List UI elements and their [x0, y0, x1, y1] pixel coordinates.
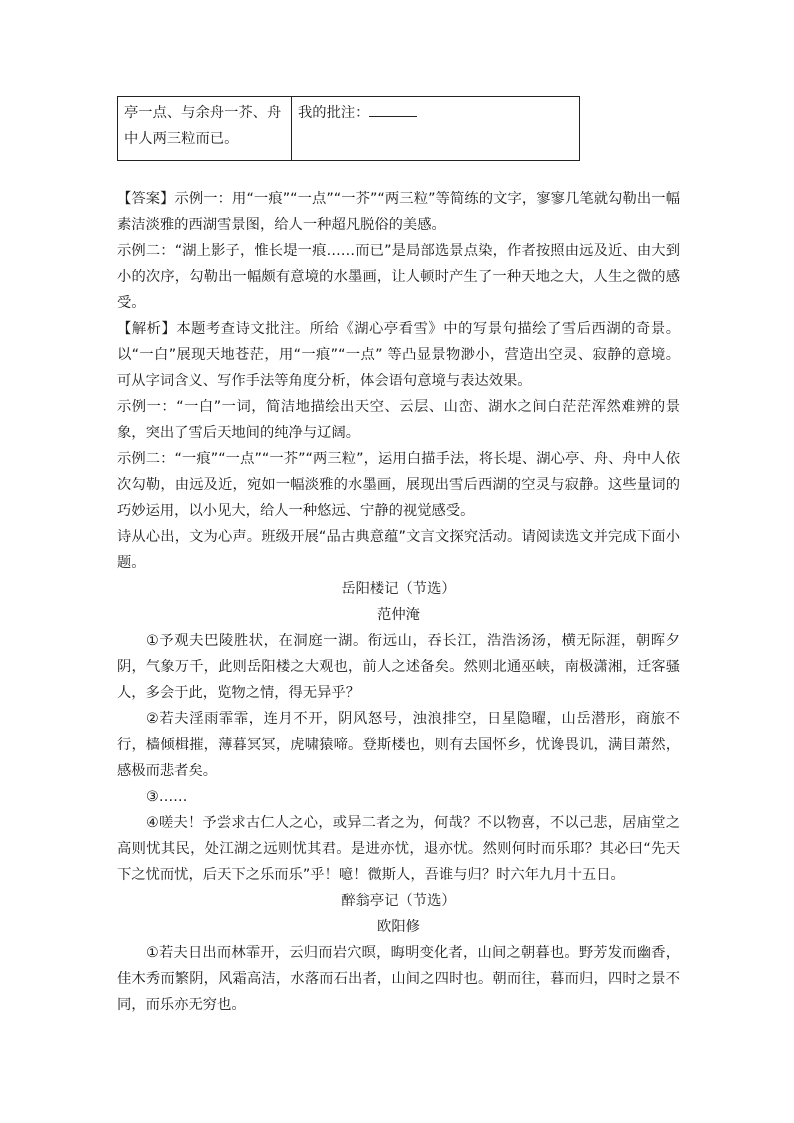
text1-paragraph-3: ③…… — [146, 789, 188, 805]
text1-paragraph-2: ②若夫淫雨霏霏，连月不开，阴风怒号，浊浪排空，日星隐曜，山岳潜形，商旅不行，樯倾楫摧，薄暮冥冥，虎啸猿啼。登斯楼也，则有去国怀乡，忧谗畏讥，满目萧然，感极而悲者矣。 — [117, 711, 680, 779]
text2-author: 欧阳修 — [377, 919, 420, 935]
text2-title: 醉翁亭记（节选） — [341, 893, 456, 909]
annotation-blank — [369, 100, 417, 117]
text1-author: 范仲淹 — [377, 607, 420, 623]
table-cell-source-text: 亭一点、与余舟一芥、舟中人两三粒而已。 — [118, 97, 292, 161]
text1-paragraph-4: ④嗟夫！予尝求古仁人之心，或异二者之为，何哉？不以物喜，不以己悲，居庙堂之高则忧其民，处江湖之远则忧其君。是进亦忧，退亦忧。然则何时而乐耶？其必曰“先天下之忧而忧，后天下之乐而乐”乎！噫！微斯人，吾谁与归？时六年九月十五日。 — [117, 815, 680, 883]
analysis-paragraph-3: 示例二：“一痕”“一点”“一芥”“两三粒”，运用白描手法，将长堤、湖心亭、舟、舟中人依次勾勒，由远及近，宛如一幅淡雅的水墨画，展现出雪后西湖的空灵与寂静。这些量词的巧妙运用，以小见大，给人一种悠远、宁静的视觉感受。 — [117, 451, 680, 519]
answer-paragraph-2: 示例二：“湖上影子，惟长堤一痕……而已”是局部选景点染，作者按照由远及近、由大到小的次序，勾勒出一幅颇有意境的水墨画，让人顿时产生了一种天地之大，人生之微的感受。 — [117, 243, 680, 311]
text1-paragraph-1: ①予观夫巴陵胜状，在洞庭一湖。衔远山，吞长江，浩浩汤汤，横无际涯，朝晖夕阴，气象万千，此则岳阳楼之大观也，前人之述备矣。然则北通巫峡，南极潇湘，迁客骚人，多会于此，览物之情，得无异乎？ — [117, 633, 680, 701]
text2-paragraph-1: ①若夫日出而林霏开，云归而岩穴暝，晦明变化者，山间之朝暮也。野芳发而幽香，佳木秀而繁阴，风霜高洁，水落而石出者，山间之四时也。朝而往，暮而归，四时之景不同，而乐亦无穷也。 — [117, 945, 680, 1013]
text1-title: 岳阳楼记（节选） — [341, 581, 456, 597]
analysis-paragraph-1: 【解析】本题考查诗文批注。所给《湖心亭看雪》中的写景句描绘了雪后西湖的奇景。以“一白”展现天地苍茫，用“一痕”“一点” 等凸显景物渺小，营造出空灵、寂静的意境。可从字词含义、写作手法等角度分析，体会语句意境与表达效果。 — [117, 321, 680, 389]
annotation-table — [117, 96, 580, 161]
table-cell-annotation — [292, 97, 580, 161]
annotation-label: 我的批注： — [298, 105, 370, 121]
document-body — [117, 186, 680, 1018]
table-row — [118, 97, 580, 161]
answer-paragraph-1: 【答案】示例一：用“一痕”“一点”“一芥”“两三粒”等简练的文字，寥寥几笔就勾勒出一幅素洁淡雅的西湖雪景图，给人一种超凡脱俗的美感。 — [117, 191, 680, 233]
analysis-paragraph-2: 示例一：“一白”一词，简洁地描绘出天空、云层、山峦、湖水之间白茫茫浑然难辨的景象，突出了雪后天地间的纯净与辽阔。 — [117, 399, 680, 441]
question-intro: 诗从心出，文为心声。班级开展“品古典意蕴”文言文探究活动。请阅读选文并完成下面小题。 — [117, 529, 680, 571]
